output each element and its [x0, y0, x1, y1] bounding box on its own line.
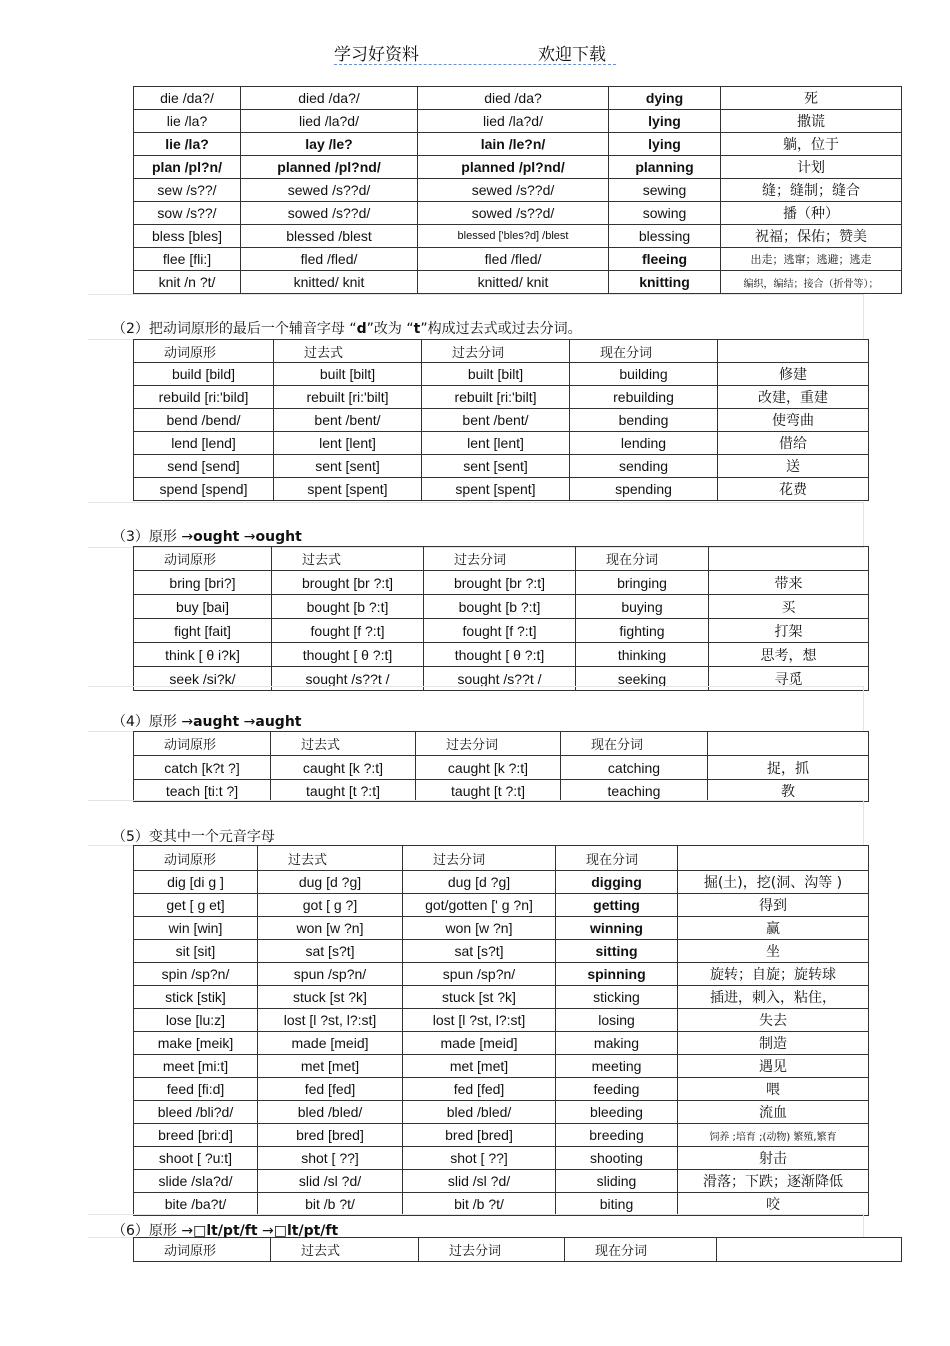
- past-tense: sought /s??t /: [272, 667, 424, 691]
- section-2-title: [112, 318, 582, 338]
- column-header: 过去式: [271, 732, 416, 756]
- present-participle: feeding: [556, 1078, 678, 1101]
- past-participle: dug [d ?g]: [403, 871, 556, 894]
- present-participle: bending: [570, 409, 718, 432]
- base-form: stick [stik]: [134, 986, 258, 1009]
- past-participle: sought /s??t /: [424, 667, 576, 691]
- table-row: [134, 1078, 869, 1101]
- past-participle: shot [ ??]: [403, 1147, 556, 1170]
- base-form: plan /pl?n/: [134, 156, 241, 179]
- past-tense: built [bilt]: [274, 363, 422, 386]
- column-header: [708, 732, 869, 756]
- present-participle: knitting: [609, 271, 721, 294]
- meaning: 修建: [718, 363, 869, 386]
- past-tense: spun /sp?n/: [258, 963, 403, 986]
- meaning: 思考，想: [709, 643, 869, 667]
- table-header-row: [134, 732, 869, 756]
- base-form: teach [ti:t ?]: [134, 780, 271, 802]
- verb-table-section-4: [133, 731, 869, 802]
- past-participle: got/gotten [' g ?n]: [403, 894, 556, 917]
- base-form: sew /s??/: [134, 179, 241, 202]
- base-form: send [send]: [134, 455, 274, 478]
- column-header: 过去式: [258, 846, 403, 871]
- section-4-title: [112, 711, 302, 731]
- present-participle: fleeing: [609, 248, 721, 271]
- meaning: 遇见: [678, 1055, 869, 1078]
- base-form: die /da?/: [134, 87, 241, 110]
- past-participle: sowed /s??d/: [418, 202, 609, 225]
- meaning: 射击: [678, 1147, 869, 1170]
- base-form: bend /bend/: [134, 409, 274, 432]
- past-participle: bought [b ?:t]: [424, 595, 576, 619]
- section-3-title: [112, 526, 302, 546]
- past-tense: fled /fled/: [241, 248, 418, 271]
- present-participle: breeding: [556, 1124, 678, 1147]
- past-tense: bent /bent/: [274, 409, 422, 432]
- column-header: 过去分词: [422, 340, 570, 363]
- base-form: lie /la?: [134, 133, 241, 156]
- past-participle: taught [t ?:t]: [416, 780, 561, 802]
- column-header: [678, 846, 869, 871]
- past-tense: bought [b ?:t]: [272, 595, 424, 619]
- present-participle: blessing: [609, 225, 721, 248]
- past-tense: bit /b ?t/: [258, 1193, 403, 1216]
- past-tense: lent [lent]: [274, 432, 422, 455]
- table-row: [134, 986, 869, 1009]
- section-5-title-text: （5）变其中一个元音字母: [112, 829, 275, 845]
- past-tense: got [ g ?]: [258, 894, 403, 917]
- verb-table-section-3: [133, 546, 869, 691]
- meaning: 使弯曲: [718, 409, 869, 432]
- past-participle: lent [lent]: [422, 432, 570, 455]
- past-participle: fed [fed]: [403, 1078, 556, 1101]
- table-row: [134, 1101, 869, 1124]
- past-tense: stuck [st ?k]: [258, 986, 403, 1009]
- table-header-row: [134, 1238, 902, 1262]
- meaning: 寻觅: [709, 667, 869, 691]
- base-form: bless [bles]: [134, 225, 241, 248]
- meaning: 得到: [678, 894, 869, 917]
- table-header-row: [134, 547, 869, 571]
- column-header: 现在分词: [556, 846, 678, 871]
- past-participle: met [met]: [403, 1055, 556, 1078]
- base-form: lose [lu:z]: [134, 1009, 258, 1032]
- past-tense: died /da?/: [241, 87, 418, 110]
- past-tense: bred [bred]: [258, 1124, 403, 1147]
- column-header: 过去分词: [416, 732, 561, 756]
- meaning: 播（种）: [721, 202, 902, 225]
- table-row: [134, 894, 869, 917]
- base-form: sit [sit]: [134, 940, 258, 963]
- column-header: 现在分词: [561, 732, 708, 756]
- table-row: [134, 87, 902, 110]
- column-header: [718, 340, 869, 363]
- meaning: 滑落；下跌；逐渐降低: [678, 1170, 869, 1193]
- table-row: [134, 940, 869, 963]
- meaning: 借给: [718, 432, 869, 455]
- table-row: [134, 1009, 869, 1032]
- table-row: [134, 133, 902, 156]
- past-participle: planned /pl?nd/: [418, 156, 609, 179]
- table-row: [134, 917, 869, 940]
- table-row: [134, 619, 869, 643]
- column-header: 过去式: [272, 547, 424, 571]
- base-form: win [win]: [134, 917, 258, 940]
- past-tense: dug [d ?g]: [258, 871, 403, 894]
- base-form: spin /sp?n/: [134, 963, 258, 986]
- table-row: [134, 409, 869, 432]
- past-tense: thought [ θ ?:t]: [272, 643, 424, 667]
- table-header-row: [134, 846, 869, 871]
- meaning: 制造: [678, 1032, 869, 1055]
- meaning: 计划: [721, 156, 902, 179]
- base-form: bring [bri?]: [134, 571, 272, 595]
- present-participle: buying: [576, 595, 709, 619]
- section-5-title: [112, 826, 275, 846]
- table-row: [134, 1124, 869, 1147]
- past-participle: blessed ['bles?d] /blest: [418, 225, 609, 248]
- meaning: 缝；缝制；缝合: [721, 179, 902, 202]
- meaning: 祝福；保佑；赞美: [721, 225, 902, 248]
- column-header: 现在分词: [570, 340, 718, 363]
- meaning: 教: [708, 780, 869, 802]
- past-participle: thought [ θ ?:t]: [424, 643, 576, 667]
- meaning: 改建，重建: [718, 386, 869, 409]
- past-tense: brought [br ?:t]: [272, 571, 424, 595]
- meaning: 打架: [709, 619, 869, 643]
- past-participle: bit /b ?t/: [403, 1193, 556, 1216]
- base-form: buy [bai]: [134, 595, 272, 619]
- present-participle: teaching: [561, 780, 708, 802]
- present-participle: spinning: [556, 963, 678, 986]
- header-left-text: 学习好资料: [334, 45, 419, 65]
- table-row: [134, 455, 869, 478]
- present-participle: bleeding: [556, 1101, 678, 1124]
- meaning: 流血: [678, 1101, 869, 1124]
- present-participle: sending: [570, 455, 718, 478]
- past-participle: bred [bred]: [403, 1124, 556, 1147]
- past-tense: sat [s?t]: [258, 940, 403, 963]
- base-form: catch [k?t ?]: [134, 756, 271, 780]
- section-6-title-suffix: lt/pt/ft: [206, 1223, 258, 1239]
- present-participle: thinking: [576, 643, 709, 667]
- meaning: 撒谎: [721, 110, 902, 133]
- base-form: fight [fait]: [134, 619, 272, 643]
- column-header: 现在分词: [565, 1238, 717, 1262]
- base-form: seek /si?k/: [134, 667, 272, 691]
- meaning: 喂: [678, 1078, 869, 1101]
- past-participle: made [meid]: [403, 1032, 556, 1055]
- table-row: [134, 386, 869, 409]
- past-participle: spent [spent]: [422, 478, 570, 501]
- table-row: [134, 271, 902, 294]
- present-participle: lying: [609, 133, 721, 156]
- column-header: 动词原形: [134, 547, 272, 571]
- table-row: [134, 179, 902, 202]
- base-form: slide /sla?d/: [134, 1170, 258, 1193]
- present-participle: sliding: [556, 1170, 678, 1193]
- past-participle: fled /fled/: [418, 248, 609, 271]
- meaning: 送: [718, 455, 869, 478]
- past-participle: sewed /s??d/: [418, 179, 609, 202]
- meaning: 躺，位于: [721, 133, 902, 156]
- past-participle: bled /bled/: [403, 1101, 556, 1124]
- meaning: 带来: [709, 571, 869, 595]
- column-header: 动词原形: [134, 846, 258, 871]
- past-tense: sowed /s??d/: [241, 202, 418, 225]
- meaning: 坐: [678, 940, 869, 963]
- present-participle: seeking: [576, 667, 709, 691]
- table-row: [134, 432, 869, 455]
- verb-table-section-2: [133, 339, 869, 501]
- past-participle: lost [l ?st, l?:st]: [403, 1009, 556, 1032]
- meaning: 咬: [678, 1193, 869, 1216]
- table-row: [134, 571, 869, 595]
- section-6-title-text: （6）原形 →□: [112, 1223, 207, 1239]
- column-header: 过去式: [271, 1238, 419, 1262]
- past-tense: spent [spent]: [274, 478, 422, 501]
- base-form: meet [mi:t]: [134, 1055, 258, 1078]
- past-participle: spun /sp?n/: [403, 963, 556, 986]
- past-participle: stuck [st ?k]: [403, 986, 556, 1009]
- base-form: sow /s??/: [134, 202, 241, 225]
- past-participle: knitted/ knit: [418, 271, 609, 294]
- column-header: [709, 547, 869, 571]
- table-row: [134, 871, 869, 894]
- base-form: think [ θ i?k]: [134, 643, 272, 667]
- base-form: lend [lend]: [134, 432, 274, 455]
- past-tense: made [meid]: [258, 1032, 403, 1055]
- meaning: 买: [709, 595, 869, 619]
- past-participle: lain /le?n/: [418, 133, 609, 156]
- present-participle: bringing: [576, 571, 709, 595]
- section-2-title-text: ”构成过去式或过去分词。: [420, 321, 582, 337]
- past-tense: lied /la?d/: [241, 110, 418, 133]
- present-participle: sowing: [609, 202, 721, 225]
- verb-table-continued: [133, 86, 902, 294]
- verb-table-section-6: [133, 1237, 902, 1262]
- section-4-title-text: （4）原形 →: [112, 714, 194, 730]
- section-6-title-text: →□: [257, 1223, 287, 1239]
- base-form: dig [di g ]: [134, 871, 258, 894]
- table-row: [134, 756, 869, 780]
- section-2-title-d: d: [356, 321, 367, 337]
- meaning: 花费: [718, 478, 869, 501]
- base-form: shoot [ ?u:t]: [134, 1147, 258, 1170]
- present-participle: making: [556, 1032, 678, 1055]
- table-row: [134, 363, 869, 386]
- base-form: get [ g et]: [134, 894, 258, 917]
- present-participle: winning: [556, 917, 678, 940]
- past-tense: lost [l ?st, l?:st]: [258, 1009, 403, 1032]
- section-3-title-suffix: ought: [255, 529, 302, 545]
- section-3-title-text: （3）原形 →: [112, 529, 194, 545]
- table-row: [134, 1193, 869, 1216]
- past-tense: sewed /s??d/: [241, 179, 418, 202]
- header-underline: [334, 64, 616, 65]
- header-right-text: 欢迎下载: [538, 45, 606, 65]
- column-header: 动词原形: [134, 732, 271, 756]
- column-header: 过去式: [274, 340, 422, 363]
- base-form: rebuild [ri:'bild]: [134, 386, 274, 409]
- meaning: 掘(土)，挖(洞、沟等 ): [678, 871, 869, 894]
- past-participle: rebuilt [ri:'bilt]: [422, 386, 570, 409]
- present-participle: sticking: [556, 986, 678, 1009]
- past-tense: fed [fed]: [258, 1078, 403, 1101]
- present-participle: dying: [609, 87, 721, 110]
- base-form: feed [fi:d]: [134, 1078, 258, 1101]
- present-participle: losing: [556, 1009, 678, 1032]
- present-participle: planning: [609, 156, 721, 179]
- meaning: 旋转；自旋；旋转球: [678, 963, 869, 986]
- section-4-title-suffix: aught: [255, 714, 302, 730]
- meaning: 插进，刺入，粘住，: [678, 986, 869, 1009]
- section-2-title-text: （2）把动词原形的最后一个辅音字母 “: [112, 321, 357, 337]
- meaning: 出走；逃窜；逃避；逃走: [721, 248, 902, 271]
- past-tense: taught [t ?:t]: [271, 780, 416, 802]
- column-header: 过去分词: [424, 547, 576, 571]
- base-form: build [bild]: [134, 363, 274, 386]
- meaning: 捉，抓: [708, 756, 869, 780]
- table-row: [134, 156, 902, 179]
- table-row: [134, 478, 869, 501]
- base-form: make [meik]: [134, 1032, 258, 1055]
- present-participle: building: [570, 363, 718, 386]
- past-participle: died /da?: [418, 87, 609, 110]
- present-participle: spending: [570, 478, 718, 501]
- section-6-title-suffix: lt/pt/ft: [286, 1223, 339, 1239]
- past-tense: bled /bled/: [258, 1101, 403, 1124]
- table-row: [134, 1055, 869, 1078]
- section-2-title-text: ”改为 “: [366, 321, 414, 337]
- column-header: [717, 1238, 902, 1262]
- section-4-title-suffix: aught: [193, 714, 240, 730]
- present-participle: fighting: [576, 619, 709, 643]
- base-form: bite /ba?t/: [134, 1193, 258, 1216]
- past-participle: brought [br ?:t]: [424, 571, 576, 595]
- past-participle: sent [sent]: [422, 455, 570, 478]
- column-header: 动词原形: [134, 1238, 271, 1262]
- base-form: flee [fli:]: [134, 248, 241, 271]
- past-tense: blessed /blest: [241, 225, 418, 248]
- present-participle: getting: [556, 894, 678, 917]
- present-participle: biting: [556, 1193, 678, 1216]
- present-participle: sitting: [556, 940, 678, 963]
- present-participle: meeting: [556, 1055, 678, 1078]
- table-row: [134, 595, 869, 619]
- present-participle: sewing: [609, 179, 721, 202]
- present-participle: shooting: [556, 1147, 678, 1170]
- section-3-title-suffix: ought: [193, 529, 240, 545]
- column-header: 现在分词: [576, 547, 709, 571]
- table-row: [134, 248, 902, 271]
- past-tense: met [met]: [258, 1055, 403, 1078]
- base-form: knit /n ?t/: [134, 271, 241, 294]
- present-participle: lying: [609, 110, 721, 133]
- column-header: 动词原形: [134, 340, 274, 363]
- past-participle: bent /bent/: [422, 409, 570, 432]
- meaning: 编织，编结；接合（折骨等）；: [721, 271, 902, 294]
- past-tense: slid /sl ?d/: [258, 1170, 403, 1193]
- table-row: [134, 1032, 869, 1055]
- past-tense: rebuilt [ri:'bilt]: [274, 386, 422, 409]
- column-header: 过去分词: [419, 1238, 565, 1262]
- past-tense: won [w ?n]: [258, 917, 403, 940]
- past-tense: sent [sent]: [274, 455, 422, 478]
- past-participle: caught [k ?:t]: [416, 756, 561, 780]
- base-form: spend [spend]: [134, 478, 274, 501]
- section-4-title-text: →: [239, 714, 256, 730]
- meaning: 赢: [678, 917, 869, 940]
- past-tense: caught [k ?:t]: [271, 756, 416, 780]
- past-participle: built [bilt]: [422, 363, 570, 386]
- table-row: [134, 963, 869, 986]
- base-form: breed [bri:d]: [134, 1124, 258, 1147]
- table-row: [134, 1170, 869, 1193]
- column-header: 过去分词: [403, 846, 556, 871]
- past-tense: fought [f ?:t]: [272, 619, 424, 643]
- verb-table-section-5: [133, 845, 869, 1216]
- past-tense: shot [ ??]: [258, 1147, 403, 1170]
- meaning: 死: [721, 87, 902, 110]
- present-participle: digging: [556, 871, 678, 894]
- table-header-row: [134, 340, 869, 363]
- past-tense: lay /le?: [241, 133, 418, 156]
- past-tense: knitted/ knit: [241, 271, 418, 294]
- meaning: 饲养 ;培育 ;(动物) 繁殖,繁育: [678, 1124, 869, 1147]
- past-tense: planned /pl?nd/: [241, 156, 418, 179]
- table-row: [134, 643, 869, 667]
- table-row: [134, 1147, 869, 1170]
- present-participle: catching: [561, 756, 708, 780]
- table-row: [134, 780, 869, 802]
- base-form: bleed /bli?d/: [134, 1101, 258, 1124]
- section-3-title-text: →: [239, 529, 256, 545]
- present-participle: rebuilding: [570, 386, 718, 409]
- meaning: 失去: [678, 1009, 869, 1032]
- base-form: lie /la?: [134, 110, 241, 133]
- present-participle: lending: [570, 432, 718, 455]
- past-participle: fought [f ?:t]: [424, 619, 576, 643]
- past-participle: lied /la?d/: [418, 110, 609, 133]
- past-participle: slid /sl ?d/: [403, 1170, 556, 1193]
- section-2-title-t: t: [413, 321, 421, 337]
- past-participle: sat [s?t]: [403, 940, 556, 963]
- page-header: [0, 40, 950, 70]
- table-row: [134, 110, 902, 133]
- table-row: [134, 225, 902, 248]
- table-row: [134, 202, 902, 225]
- past-participle: won [w ?n]: [403, 917, 556, 940]
